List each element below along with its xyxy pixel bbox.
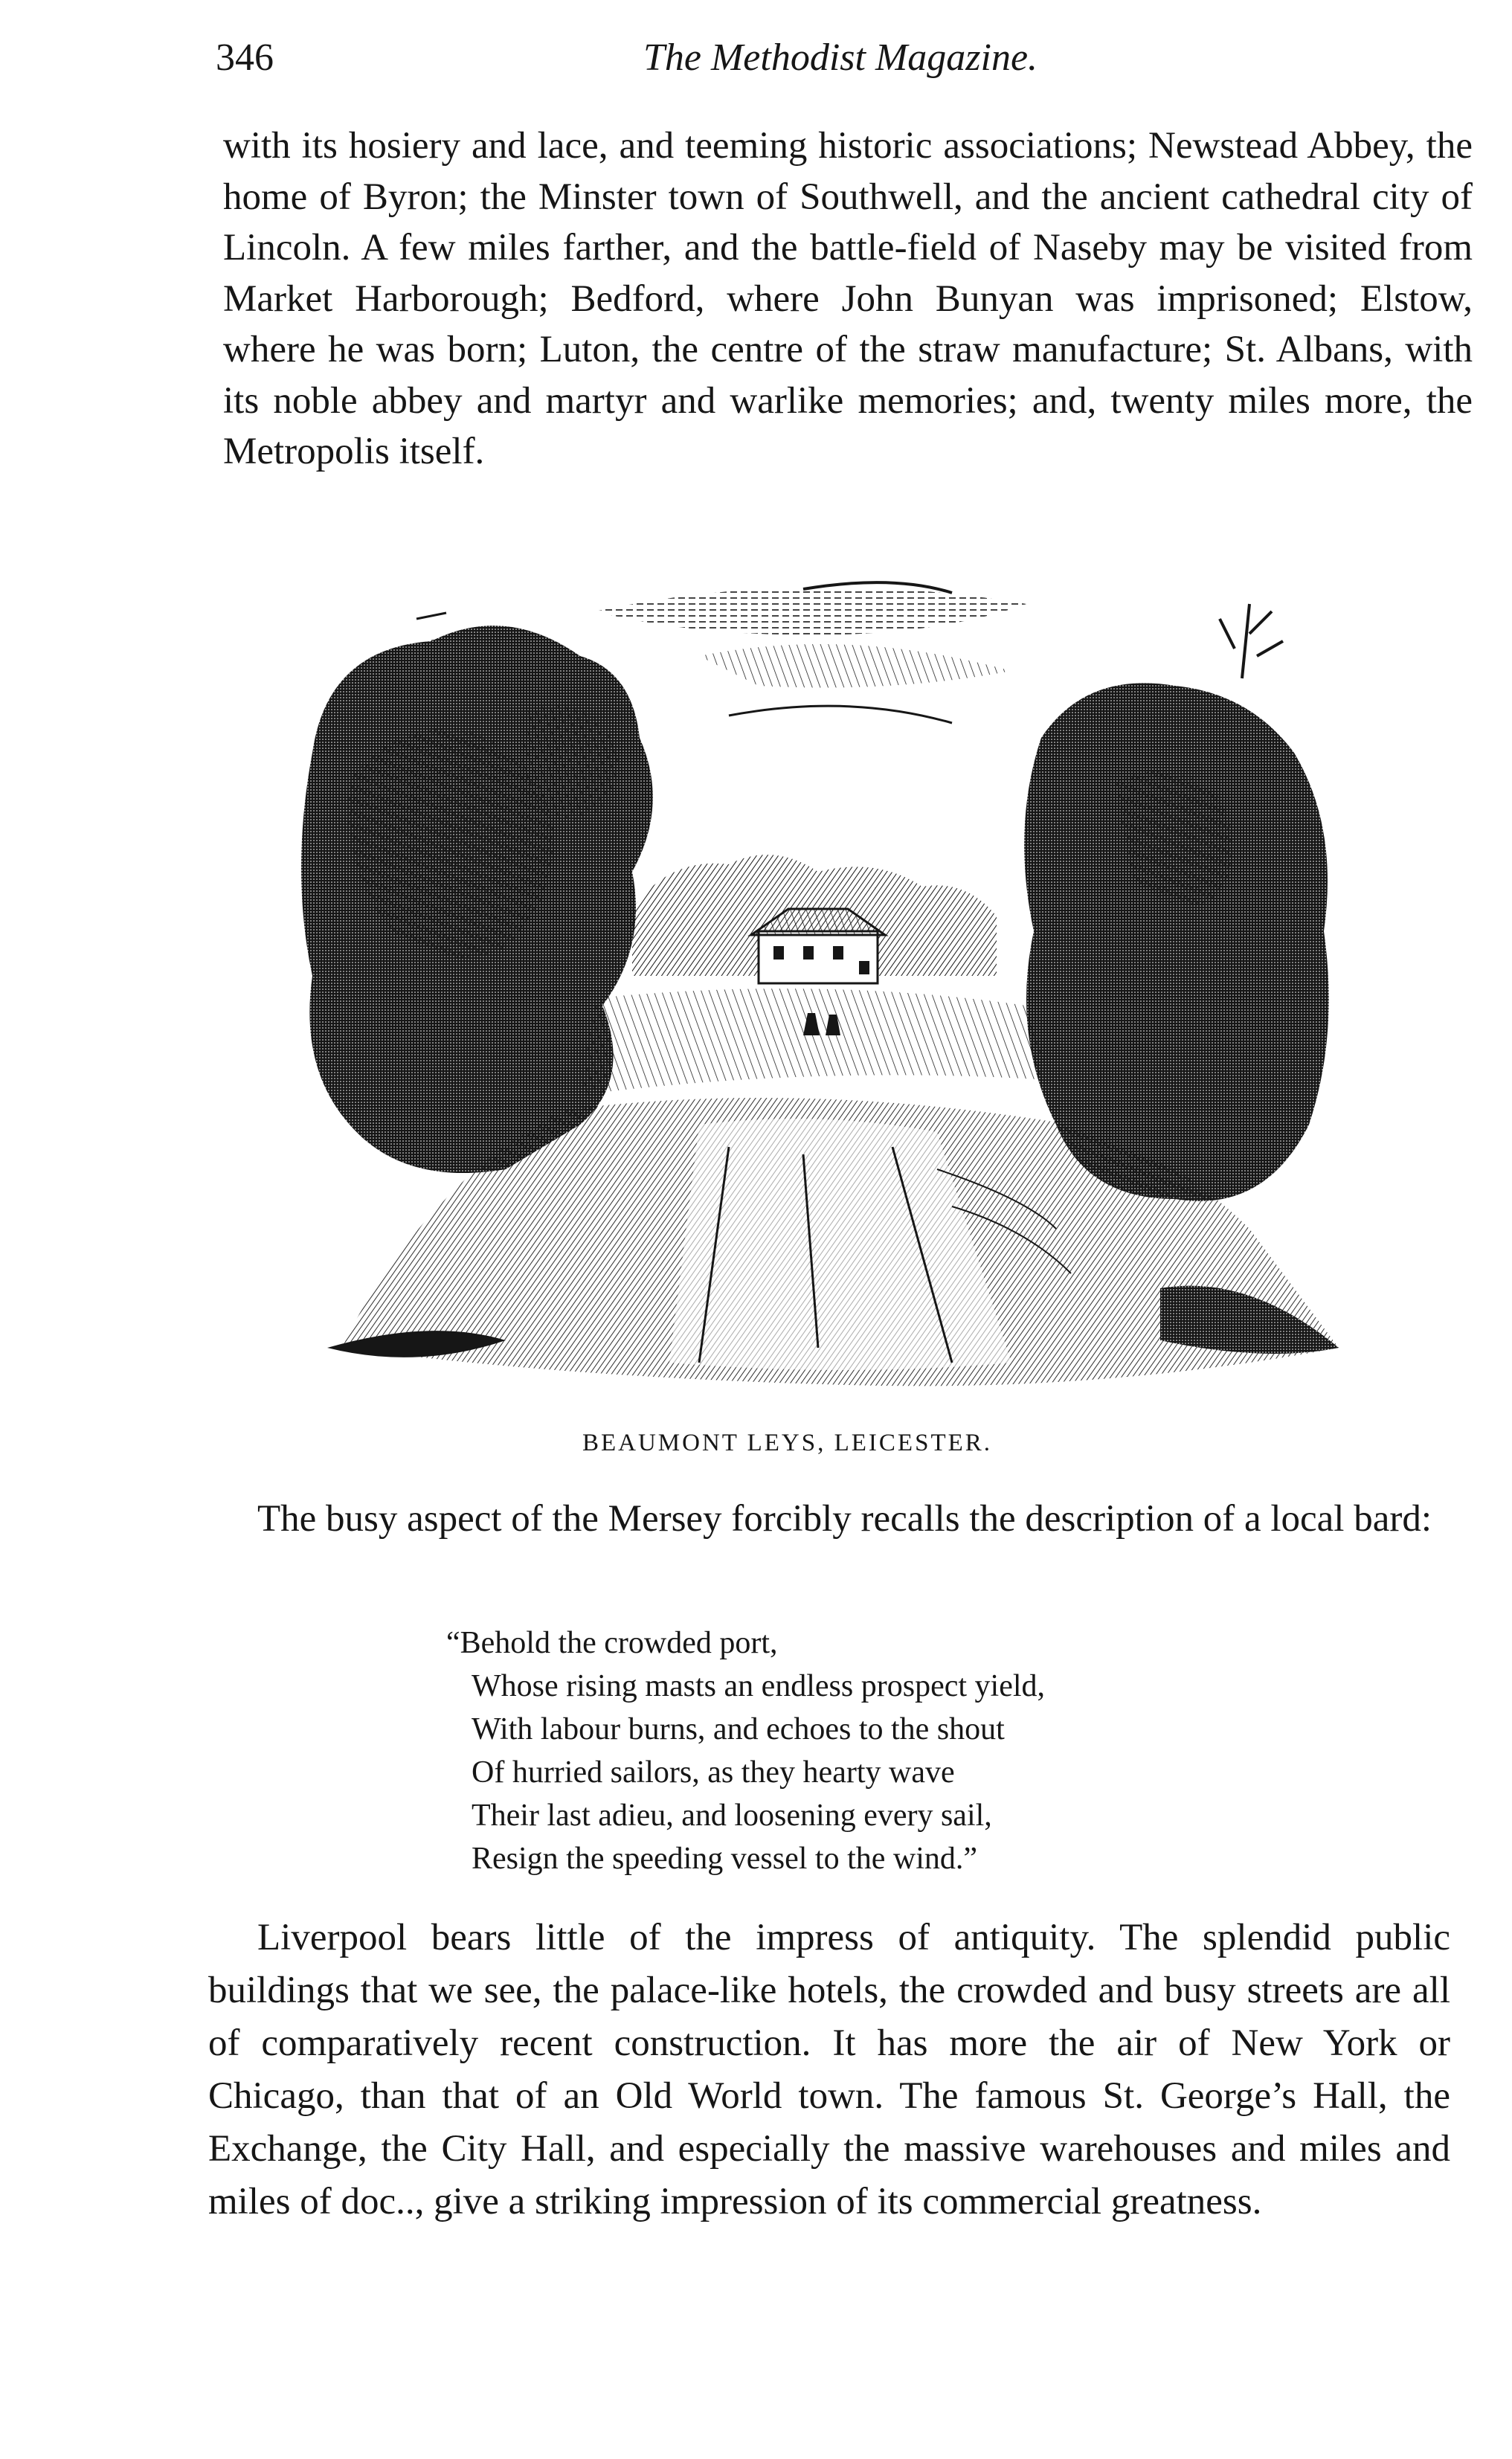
poem-line: Resign the speeding vessel to the wind.” (472, 1842, 978, 1876)
poem-line: Of hurried sailors, as they hearty wave (472, 1755, 955, 1790)
paragraph-1: with its hosiery and lace, and teeming historic associations; Newstead Abbey, the home of Byron; the Minster town of Southwell, and the ancient cathedral city of Lincoln. A few miles farther, and the battle-field of Naseby may be visited from Market Harborough; Bedford, where John Bunyan was imprisoned; Elstow, where he was born; Luton, the centre of the straw manufacture; St. Albans, with its noble abbey and martyr and warlike memories; and, twenty miles more, the Metropolis itself. (223, 125, 1473, 472)
engraving-svg (283, 559, 1354, 1415)
page-number: 346 (216, 36, 274, 79)
running-title: The Methodist Magazine. (643, 36, 1038, 79)
fields (580, 989, 1049, 1095)
figure-caption-text: BEAUMONT LEYS, LEICESTER. (582, 1430, 993, 1456)
right-trees (1024, 604, 1329, 1201)
paragraph-2: The busy aspect of the Mersey forcibly recalls the description of a local bard: (257, 1498, 1432, 1540)
paragraph-3: Liverpool bears little of the impress of antiquity. The splendid public buildings that we see, the palace-like hotels, the crowded and busy streets are all of comparatively recent construction. It has more the air of New York or Chicago, than that of an Old World town. The famous St. George’s Hall, the Exchange, the City Hall, and especially the massive warehouses and miles and miles of doc.., give a striking impression of its commercial greatness. (208, 1917, 1450, 2222)
poem-line: “Behold the crowded port, (446, 1626, 778, 1660)
figure-caption (0, 1427, 1512, 1459)
poem-line: Whose rising masts an endless prospect yield, (472, 1669, 1046, 1703)
poem-quote (446, 1621, 1339, 1880)
poem-line: Their last adieu, and loosening every sail, (472, 1799, 992, 1833)
poem-line: With labour burns, and echoes to the shout (472, 1712, 1005, 1746)
page-header (216, 28, 1465, 88)
engraving-illustration (283, 559, 1354, 1415)
house-and-distance (632, 855, 997, 983)
